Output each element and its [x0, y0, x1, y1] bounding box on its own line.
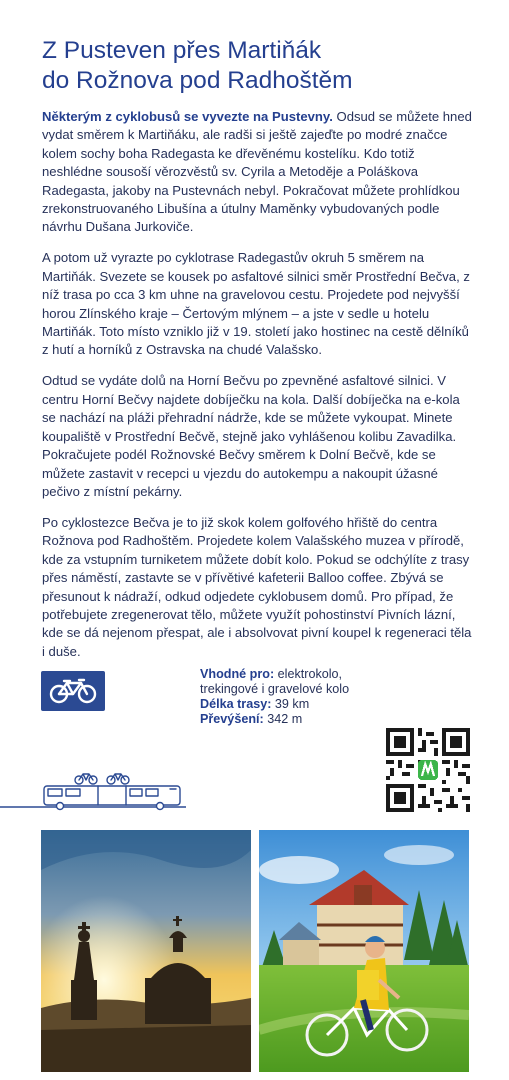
suitable-for-label: Vhodné pro: — [200, 667, 275, 681]
qr-code[interactable] — [386, 728, 470, 812]
photo-radegast-statue-chapel — [41, 830, 251, 1072]
paragraph-1-text: Odsud se můžete hned vydat směrem k Martiňáku, ale radši si ještě zajeďte po modré značce kolem sochy boha Radegasta ke dřevěnému kostelíku. Kdo totiž neshlédne sousoší věrozvěstů sv. Cyrila a Metoděje a Poláškova Radegasta, jakoby na Pustevnách nebyl. Pokračovat můžete prohlídkou zrekonstruovaného Libušína a útulny Maměnky vybudovaných podle návrhu Dušana Jurkoviče. — [42, 109, 472, 235]
paragraph-1-lead: Některým z cyklobusů se vyvezte na Pustevny. — [42, 109, 333, 124]
title-line-1: Z Pusteven přes Martiňák — [42, 37, 322, 64]
bicycle-icon — [49, 678, 97, 704]
route-length-row — [200, 697, 390, 712]
title-line-2: do Rožnova pod Radhoštěm — [42, 67, 353, 94]
paragraph-4: Po cyklostezce Bečva je to již skok kolem golfového hřiště do centra Rožnova pod Radhoštěm. Projedete kolem Valašského muzea v přírodě, kde za vstupním turniketem můžete dobít kolo. Pokud se odchýlíte z trasy přes náměstí, zastavte se v přívětivé kafeterii Balloo coffee. Zbývá se přesunout k nádraží, odkud odjedete cyklobusem domů. Pro případ, že potřebujete zregenerovat tělo, můžete využít pohostinství Pivních lázní, kde se dá nejenom přespat, ale i absolvovat pivní koupel k regeneraci těla i duše. — [42, 514, 472, 659]
article-body — [42, 108, 474, 674]
elevation-row — [200, 712, 390, 727]
paragraph-2: A potom už vyrazte po cyklotrase Radegastův okruh 5 směrem na Martiňák. Svezete se kousek po asfaltové silnici směr Prostřední Bečva, z níž trasa po cca 3 km uhne na gravelovou cestu. Projedete pod nejvyšší horou Zlínského kraje – Čertovým mlýnem – a jste v sedle u hotelu Martiňák. Toto místo vzniklo již v 19. století jako hostinec na cestě dělníků z hutí a horníků z Ostravska na chudé Valašsko. — [42, 250, 470, 358]
bicycle-badge — [41, 671, 105, 711]
bus-with-bikes-icon — [0, 764, 186, 814]
elevation-label: Převýšení: — [200, 712, 264, 726]
paragraph-3: Odtud se vydáte dolů na Horní Bečvu po zpevněné asfaltové silnici. V centru Horní Bečvy najdete dobíječku na kola. Další dobíječka na e-kola se nachází na pláži přehradní nádrže, kde se můžete vykoupat. Minete koupaliště v Prostřední Bečvě, stejně jako vyhlášenou kolibu Zavadilka. Pokračujete podél Rožnovské Bečvy směrem k Dolní Bečvě, kde se můžete zastavit v recepci u vjezdu do autokempu a nakoupit úžasné pečivo z místní pekárny. — [42, 373, 460, 499]
route-length-value: 39 km — [271, 697, 310, 711]
suitable-for-value: elektrokolo, trekingové i gravelové kolo — [200, 667, 350, 696]
elevation-value: 342 m — [263, 712, 303, 726]
suitable-for-row — [200, 667, 390, 697]
paragraph-1 — [42, 108, 474, 237]
route-length-label: Délka trasy: — [200, 697, 272, 711]
page-title — [42, 36, 482, 96]
photo-cyclist-pustevny — [259, 830, 469, 1072]
route-specs — [200, 667, 390, 727]
